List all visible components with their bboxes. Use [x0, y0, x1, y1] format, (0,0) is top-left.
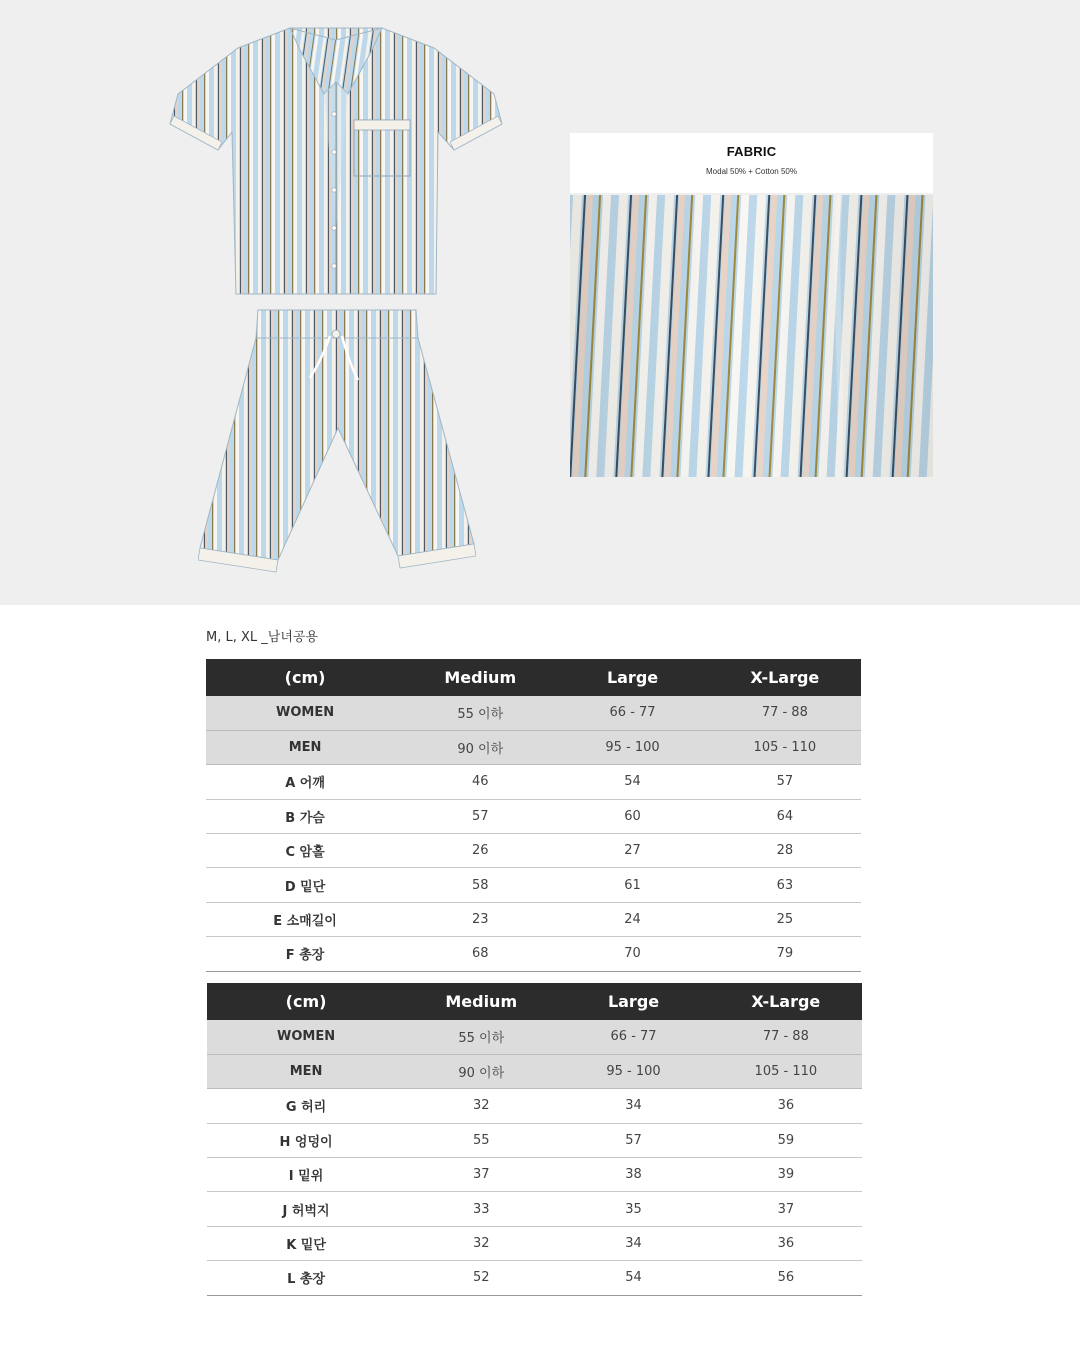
table-row	[207, 1089, 862, 1123]
cell-medium: 46	[404, 765, 556, 799]
header-medium: Medium	[405, 983, 557, 1020]
cell-large: 66 - 77	[557, 1020, 709, 1054]
cell-x-large: 77 - 88	[709, 696, 861, 730]
cell-large: 66 - 77	[556, 696, 708, 730]
fabric-closeup-image	[570, 195, 933, 477]
cell-medium: 58	[404, 868, 556, 902]
cell-x-large: 57	[709, 765, 861, 799]
row-label: E 소매길이	[206, 902, 404, 936]
fabric-composition: Modal 50% + Cotton 50%	[706, 167, 797, 176]
table-row	[206, 730, 861, 764]
cell-x-large: 39	[710, 1158, 862, 1192]
cell-x-large: 79	[709, 937, 861, 971]
cell-x-large: 59	[710, 1123, 862, 1157]
cell-large: 54	[557, 1261, 709, 1295]
cell-x-large: 77 - 88	[710, 1020, 862, 1054]
cell-x-large: 63	[709, 868, 861, 902]
cell-large: 70	[556, 937, 708, 971]
cell-medium: 55	[405, 1123, 557, 1157]
row-label: F 총장	[206, 937, 404, 971]
header-x-large: X-Large	[710, 983, 862, 1020]
cell-x-large: 25	[709, 902, 861, 936]
table-row	[206, 937, 861, 971]
cell-large: 35	[557, 1192, 709, 1226]
table-row	[206, 868, 861, 902]
row-label: G 허리	[207, 1089, 405, 1123]
size-note: M, L, XL _남녀공용	[206, 630, 319, 645]
cell-x-large: 56	[710, 1261, 862, 1295]
row-label: J 허벅지	[207, 1192, 405, 1226]
cell-large: 61	[556, 868, 708, 902]
cell-large: 34	[557, 1226, 709, 1260]
row-label: I 밑위	[207, 1158, 405, 1192]
cell-x-large: 64	[709, 799, 861, 833]
top-size-table	[206, 659, 861, 972]
cell-large: 57	[557, 1123, 709, 1157]
cell-large: 95 - 100	[556, 730, 708, 764]
header-large: Large	[557, 983, 709, 1020]
table-row	[207, 1192, 862, 1226]
table-row	[206, 902, 861, 936]
row-label: L 총장	[207, 1261, 405, 1295]
table-header-row	[207, 983, 862, 1020]
table-row	[207, 1261, 862, 1295]
table-row	[206, 834, 861, 868]
cell-medium: 90 이하	[405, 1054, 557, 1088]
cell-large: 54	[556, 765, 708, 799]
cell-medium: 32	[405, 1089, 557, 1123]
table-row	[206, 799, 861, 833]
cell-medium: 55 이하	[405, 1020, 557, 1054]
cell-large: 34	[557, 1089, 709, 1123]
cell-x-large: 36	[710, 1089, 862, 1123]
cell-x-large: 105 - 110	[710, 1054, 862, 1088]
cell-large: 60	[556, 799, 708, 833]
table-row	[207, 1054, 862, 1088]
fabric-header	[570, 133, 933, 193]
row-label: WOMEN	[206, 696, 404, 730]
cell-x-large: 105 - 110	[709, 730, 861, 764]
cell-medium: 57	[404, 799, 556, 833]
row-label: K 밑단	[207, 1226, 405, 1260]
pajama-shorts-image	[198, 308, 476, 574]
cell-medium: 90 이하	[404, 730, 556, 764]
header-unit: (cm)	[206, 659, 404, 696]
row-label: A 어깨	[206, 765, 404, 799]
table-row	[207, 1158, 862, 1192]
row-label: D 밑단	[206, 868, 404, 902]
table-row	[206, 765, 861, 799]
table-header-row	[206, 659, 861, 696]
table-row	[206, 696, 861, 730]
cell-medium: 37	[405, 1158, 557, 1192]
cell-medium: 23	[404, 902, 556, 936]
cell-medium: 55 이하	[404, 696, 556, 730]
cell-x-large: 37	[710, 1192, 862, 1226]
cell-medium: 68	[404, 937, 556, 971]
row-label: C 암홀	[206, 834, 404, 868]
table-row	[207, 1123, 862, 1157]
header-x-large: X-Large	[709, 659, 861, 696]
cell-large: 95 - 100	[557, 1054, 709, 1088]
row-label: WOMEN	[207, 1020, 405, 1054]
cell-large: 38	[557, 1158, 709, 1192]
row-label: MEN	[207, 1054, 405, 1088]
header-medium: Medium	[404, 659, 556, 696]
product-hero	[0, 0, 1080, 605]
header-unit: (cm)	[207, 983, 405, 1020]
fabric-info-panel	[570, 133, 933, 477]
pajama-shirt-image	[168, 22, 504, 298]
fabric-title: FABRIC	[726, 144, 777, 159]
cell-medium: 33	[405, 1192, 557, 1226]
row-label: MEN	[206, 730, 404, 764]
table-row	[207, 1020, 862, 1054]
cell-large: 24	[556, 902, 708, 936]
cell-x-large: 28	[709, 834, 861, 868]
bottom-size-table	[207, 983, 862, 1296]
header-large: Large	[556, 659, 708, 696]
row-label: B 가슴	[206, 799, 404, 833]
row-label: H 엉덩이	[207, 1123, 405, 1157]
table-row	[207, 1226, 862, 1260]
cell-x-large: 36	[710, 1226, 862, 1260]
cell-medium: 32	[405, 1226, 557, 1260]
cell-medium: 26	[404, 834, 556, 868]
cell-large: 27	[556, 834, 708, 868]
cell-medium: 52	[405, 1261, 557, 1295]
